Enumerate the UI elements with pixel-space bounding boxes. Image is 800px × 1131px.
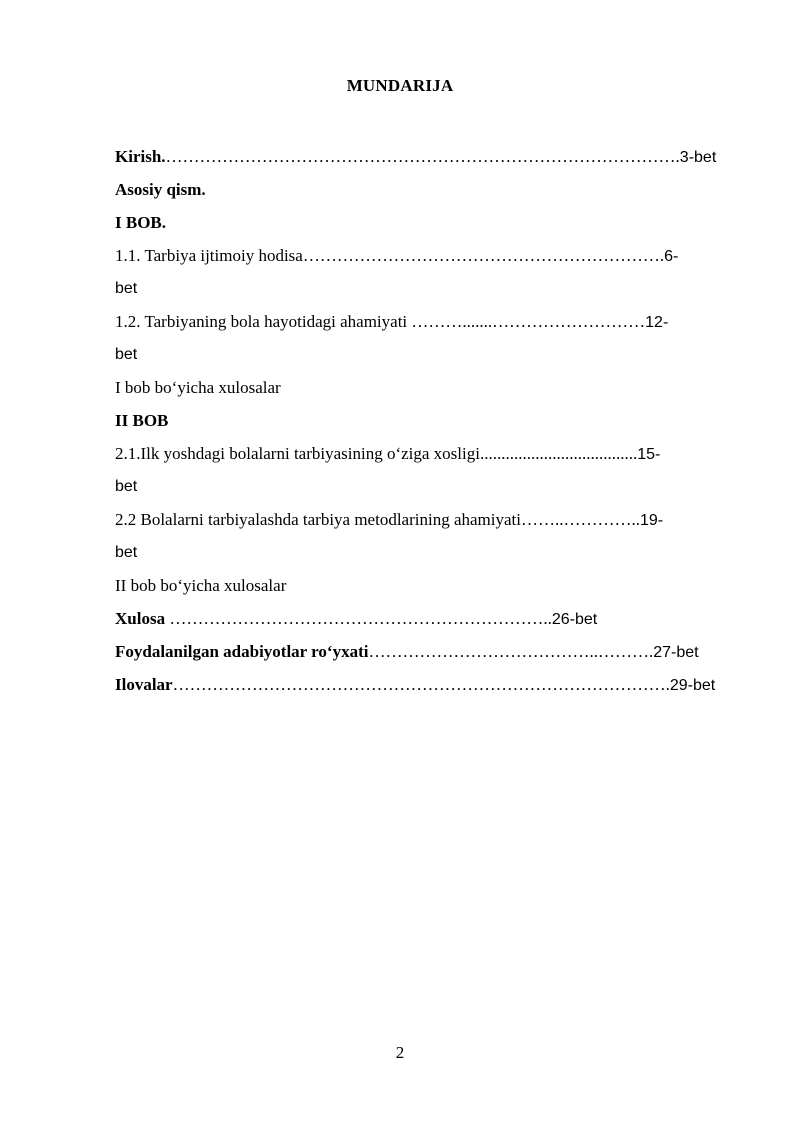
toc-page-ref: 29-bet [669, 677, 716, 694]
toc-page-ref-continuation: bet [115, 478, 138, 495]
toc-entry-label: 2.2 Bolalarni tarbiyalashda tarbiya metodlarining ahamiyati [115, 510, 521, 529]
toc-entry-1-1 [115, 239, 741, 272]
toc-page-ref-continuation: bet [115, 280, 138, 297]
toc-entry-1-2 [115, 305, 741, 338]
toc-entry-label: Kirish. [115, 147, 166, 166]
toc-page-ref-continuation: bet [115, 544, 138, 561]
toc-entry-label: Foydalanilgan adabiyotlar ro‘yxati [115, 642, 369, 661]
toc-entry-kirish [115, 140, 741, 173]
toc-leader-dots: ……….......……………………… [411, 312, 646, 331]
toc-page-ref: 27-bet [653, 644, 699, 661]
toc-leader-dots: ..................................... [479, 444, 638, 463]
toc-page-ref: 19- [639, 512, 664, 529]
toc-entry-label: Xulosa [115, 609, 170, 628]
table-of-contents [115, 140, 741, 701]
toc-entry-2-1 [115, 437, 741, 470]
toc-entry-xulosa [115, 602, 741, 635]
toc-entry-label: Ilovalar [115, 675, 173, 694]
toc-page-ref: 26-bet [551, 611, 598, 628]
toc-entry-label: 1.1. Tarbiya ijtimoiy hodisa [115, 246, 303, 265]
toc-entry-ilovalar [115, 668, 741, 701]
toc-leader-dots: ……..………….. [520, 510, 640, 529]
toc-page-ref-continuation: bet [115, 346, 138, 363]
toc-page-ref: 3-bet [679, 149, 717, 166]
toc-leader-dots: …………………………………..………. [368, 642, 654, 661]
toc-leader-dots: ………………………………………………………. [302, 246, 665, 265]
toc-entry-2-2 [115, 503, 741, 536]
toc-heading-asosiy-qism: Asosiy qism. [115, 180, 206, 199]
toc-leader-dots: ………………………………………………………………………………. [165, 147, 680, 166]
toc-entry-chapter-1-conclusions: I bob bo‘yicha xulosalar [115, 378, 281, 397]
toc-page-ref: 12- [645, 314, 669, 331]
toc-entry-chapter-2-conclusions: II bob bo‘yicha xulosalar [115, 576, 287, 595]
toc-page-ref: 6- [664, 248, 679, 265]
toc-entry-references [115, 635, 741, 668]
toc-entry-label: 1.2. Tarbiyaning bola hayotidagi ahamiyati [115, 312, 412, 331]
toc-leader-dots: ………………………………………………………….. [169, 609, 552, 628]
page-number: 2 [395, 1043, 405, 1062]
toc-page-ref: 15- [637, 446, 661, 463]
page-title: MUNDARIJA [346, 76, 454, 95]
toc-leader-dots: ……………………………………………………………………………. [172, 675, 670, 694]
toc-heading-chapter-2: II BOB [115, 411, 169, 430]
toc-entry-label: 2.1.Ilk yoshdagi bolalarni tarbiyasining o‘ziga xosligi [115, 444, 480, 463]
toc-heading-chapter-1: I BOB. [115, 213, 167, 232]
